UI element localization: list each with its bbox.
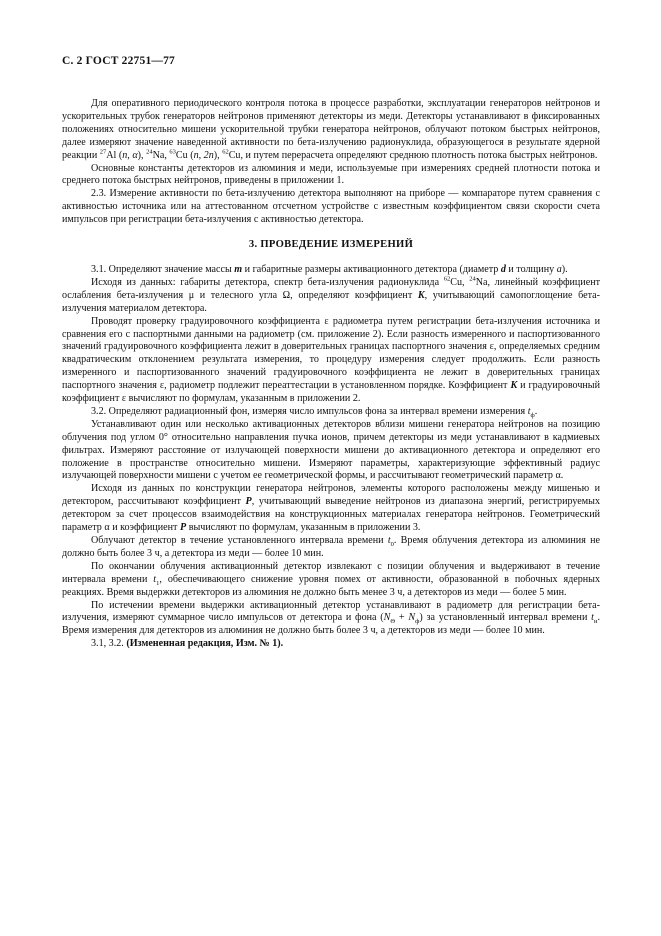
paragraph: Основные константы детекторов из алюминия и меди, используемые при измерениях средней плотности потока и среднего потока быстрых нейтронов, приведены в приложении 1. bbox=[62, 162, 600, 187]
paragraph: Облучают детектор в течение установленного интервала времени $t_0$. Время облучения детектора из алюминия не должно быть более 3 ч, а детектора из меди — более 10 мин. bbox=[62, 535, 601, 559]
paragraph: Исходя из данных: габариты детектора, спектр бета-излучения радионуклида $^{62}$Cu, $^{24}$Na, линейный коэффициент ослабления бета-излучения μ и телесного угла Ω, определяют коэффициент K, учитывающий самопоглощение бета-излучения материалом детектора. bbox=[62, 275, 601, 314]
paragraph: 3.2. Определяют радиационный фон, измеряя число импульсов фона за интервал времени измерения $t_ф$. bbox=[91, 405, 538, 419]
paragraph: Проводят проверку градуировочного коэффициента ε радиометра путем регистрации бета-излучения источника и сравнения его с паспортными данными на радиометр (см. приложение 2). Если разность измеренного и паспортизованного значений градуировочного коэффициента лежит в доверительных границах паспортного значения ε, определяемых средним квадратическим отклонением результата измерения, то процедуру измерения следует продолжить. Если разность измеренного и паспортизованного значений градуировочного коэффициента не лежит в доверительных границах паспортного значения ε, радиометр подлежит переаттестации в установленном порядке. Коэффициент K и градуировочный коэффициент ε вычисляют по формулам, указанным в приложении 2. bbox=[62, 315, 600, 405]
paragraph: Исходя из данных по конструкции генератора нейтронов, элементы которого расположены между мишенью и детектором, рассчитывают коэффициент P, учитывающий выведение нейтронов из диапазона энергий, регистрируемых детектором за счет процессов взаимодействия на конструкционных материалах генератора нейтронов. Геометрический параметр α и коэффициент P вычисляют по формулам, указанным в приложении 3. bbox=[62, 483, 600, 534]
paragraph: 2.3. Измерение активности по бета-излучению детектора выполняют на приборе — компараторе путем сравнения с активностью источника или на аттестованном отсчетном устройстве с известным коэффициентом связи скорости счета импульсов при регистрации бета-излучения с активностью детектора. bbox=[62, 188, 600, 226]
paragraph: Устанавливают один или несколько активационных детекторов вблизи мишени генератора нейтронов на позицию облучения под углом 0° относительно направления пучка ионов, причем детекторы из меди устанавливают в кадмиевых фильтрах. Измеряют расстояние от излучающей поверхности мишени до активационного детектора и определяют его положение в пространстве относительно мишени. Измеряют параметры, характеризующие эффективный радиус излучающей поверхности мишени с учетом ее геометрической формы, и рассчитывают геометрический параметр α. bbox=[62, 418, 600, 482]
section-title: 3. ПРОВЕДЕНИЕ ИЗМЕРЕНИЙ bbox=[248, 239, 414, 251]
paragraph: 3.1, 3.2. (Измененная редакция, Изм. № 1). bbox=[91, 638, 284, 650]
document-page bbox=[62, 55, 600, 651]
document-body bbox=[62, 98, 600, 651]
paragraph: Для оперативного периодического контроля потока в процессе разработки, эксплуатации генераторов нейтронов и ускорительных трубок генераторов нейтронов применяют детекторы из меди. Детекторы устанавливают в фиксированных положениях относительно мишени ускорительной трубки генератора нейтронов, облучают потоком быстрых нейтронов, далее измеряют значение наведенной активности по бета-излучению радионуклида, образующегося в результате ядерной реакции $^{27}$Al (n, α), $^{24}$Na, $^{63}$Cu (n, 2n), $^{62}$Cu, и путем перерасчета определяют среднюю плотность потока быстрых нейтронов. bbox=[62, 98, 600, 161]
paragraph: По окончании облучения активационный детектор извлекают с позиции облучения и выдерживают в течение интервала времени $t_1$, обеспечивающего снижение уровня помех от активности, образованной в побочных ядерных реакциях. Время выдержки детекторов из алюминия не должно быть менее 3 ч, а детекторов из меди — более 5 мин. bbox=[62, 560, 600, 598]
paragraph: По истечении времени выдержки активационный детектор устанавливают в радиометр для регистрации бета-излучения, измеряют суммарное число импульсов от детектора и фона $(N_\Theta + N_ф)$ за установленный интервал времени $t_и$. Время измерения для детекторов из алюминия не должно быть более 3 ч, а детекторов из меди — более 10 мин. bbox=[62, 599, 600, 637]
paragraph: 3.1. Определяют значение массы m и габаритные размеры активационного детектора (диаметр d и толщину a). bbox=[91, 263, 568, 275]
page-header: С. 2 ГОСТ 22751—77 bbox=[62, 55, 175, 67]
